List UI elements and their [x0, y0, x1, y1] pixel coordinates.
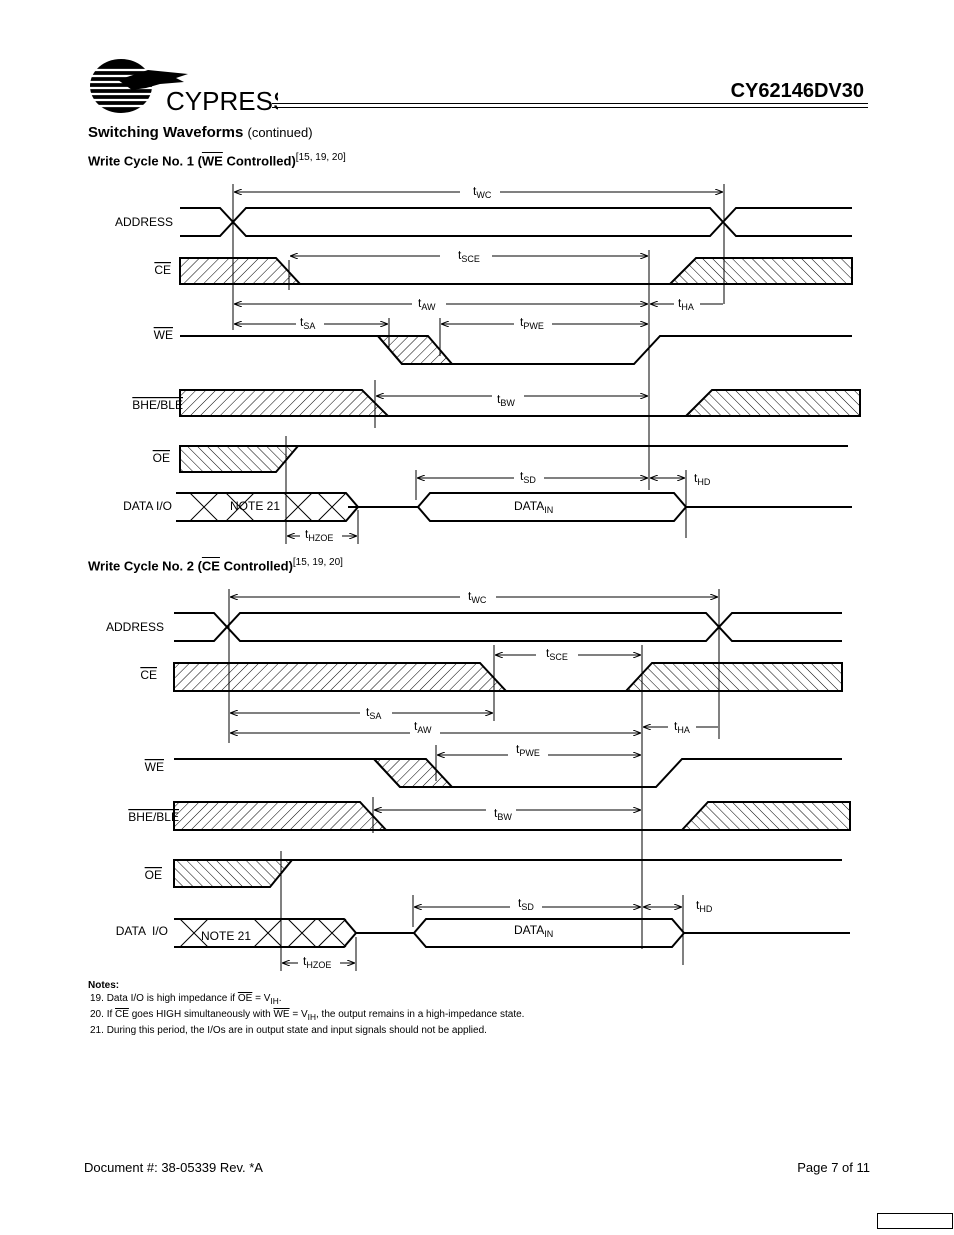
w1-t-sa: $t_{SA}$ [300, 315, 316, 331]
write-cycle-1-diagram [0, 180, 954, 550]
notes-heading: Notes: [88, 980, 120, 991]
w1-t-ha: $t_{HA}$ [678, 296, 694, 312]
w1-data-in-label: $DATA_{IN}$ [514, 499, 554, 515]
w1-label-data: DATA I/O [123, 499, 172, 513]
w1-label-ce: CE [154, 263, 171, 277]
w2-t-aw: $t_{AW}$ [414, 719, 432, 735]
w1-t-hzoe: $t_{HZOE}$ [305, 527, 334, 543]
document-number: Document #: 38-05339 Rev. *A [84, 1160, 263, 1175]
write-cycle-1-title: Write Cycle No. 1 ($\overline{WE}$ Controlled)[15, 19, 20] [88, 152, 346, 169]
w1-label-we: WE [153, 328, 173, 342]
w2-oe-hatch [174, 860, 292, 887]
w2-ce-hatch [174, 663, 506, 691]
section-subtitle: (continued) [247, 125, 313, 140]
w2-we-wave [174, 759, 842, 787]
w1-label-address: ADDRESS [114, 215, 173, 229]
w2-address-wave [174, 613, 842, 641]
w2-label-data: DATA I/O [115, 924, 168, 938]
w2-t-pwe: $t_{PWE}$ [516, 742, 540, 758]
w2-ce-rise-hatch [626, 663, 842, 691]
page-number: Page 7 of 11 [797, 1160, 870, 1175]
w1-t-hd: $t_{HD}$ [694, 471, 711, 487]
notes [88, 979, 524, 1037]
w1-address-wave [180, 208, 852, 236]
w2-label-ce: CE [140, 668, 157, 682]
section-title-text: Switching Waveforms [88, 124, 244, 141]
w1-bhe-hatch [180, 390, 388, 416]
w2-t-bw: $t_{BW}$ [494, 806, 512, 822]
w2-bhe-rise-hatch [682, 802, 850, 830]
w2-label-oe: OE [144, 868, 162, 882]
note-21: 21. During this period, the I/Os are in output state and input signals should not be applied. [90, 1025, 487, 1036]
w1-t-pwe: $t_{PWE}$ [520, 315, 544, 331]
w2-bhe-hatch [174, 802, 386, 830]
w1-t-sce: $t_{SCE}$ [458, 248, 480, 264]
write-cycle-2-title: Write Cycle No. 2 ($\overline{CE}$ Controlled)[15, 19, 20] [88, 557, 343, 574]
w2-dimension-arrows [230, 597, 718, 963]
w1-oe-hatch [180, 446, 298, 472]
write-cycle-2-diagram [0, 585, 954, 975]
w2-t-sd: $t_{SD}$ [518, 896, 534, 912]
part-number: CY62146DV30 [730, 80, 864, 102]
note-20: 20. If $\overline{CE}$ goes HIGH simultaneously with $\overline{WE} = V_{IH}$, the output remains in a high-impedance state. [90, 1009, 525, 1022]
feedback-box[interactable] [877, 1213, 953, 1229]
w1-t-aw: $t_{AW}$ [418, 296, 436, 312]
w2-note-label: NOTE 21 [201, 929, 252, 943]
w2-label-bhe: BHE/BLE [128, 810, 179, 824]
w2-we-hatch [374, 759, 452, 787]
w2-label-address: ADDRESS [105, 620, 164, 634]
w1-bhe-rise-hatch [686, 390, 860, 416]
w2-t-sce: $t_{SCE}$ [546, 646, 568, 662]
section-title [88, 124, 313, 141]
w1-ce-hatch [180, 258, 300, 284]
w2-t-wc: $t_{WC}$ [468, 589, 487, 605]
w1-note-label: NOTE 21 [230, 499, 281, 513]
logo-text: CYPRESS [166, 86, 278, 116]
note-19: 19. Data I/O is high impedance if $\overline{OE} = V_{IH}$. [90, 993, 282, 1006]
w1-t-bw: $t_{BW}$ [497, 392, 515, 408]
w1-we-wave [180, 336, 852, 364]
w1-label-bhe: BHE/BLE [132, 398, 183, 412]
w2-t-sa: $t_{SA}$ [366, 705, 382, 721]
w1-t-wc: $t_{WC}$ [473, 184, 492, 200]
w1-label-oe: OE [152, 451, 170, 465]
header-rule [272, 103, 868, 104]
header-rule-2 [272, 107, 868, 108]
w1-ce-rise-hatch [670, 258, 852, 284]
w2-data-in-label: $DATA_{IN}$ [514, 923, 554, 939]
w2-t-ha: $t_{HA}$ [674, 719, 690, 735]
w1-t-sd: $t_{SD}$ [520, 469, 536, 485]
w2-t-hd: $t_{HD}$ [696, 898, 713, 914]
w2-ref-lines [229, 589, 719, 971]
w2-label-we: WE [144, 760, 164, 774]
w2-t-hzoe: $t_{HZOE}$ [303, 954, 332, 970]
